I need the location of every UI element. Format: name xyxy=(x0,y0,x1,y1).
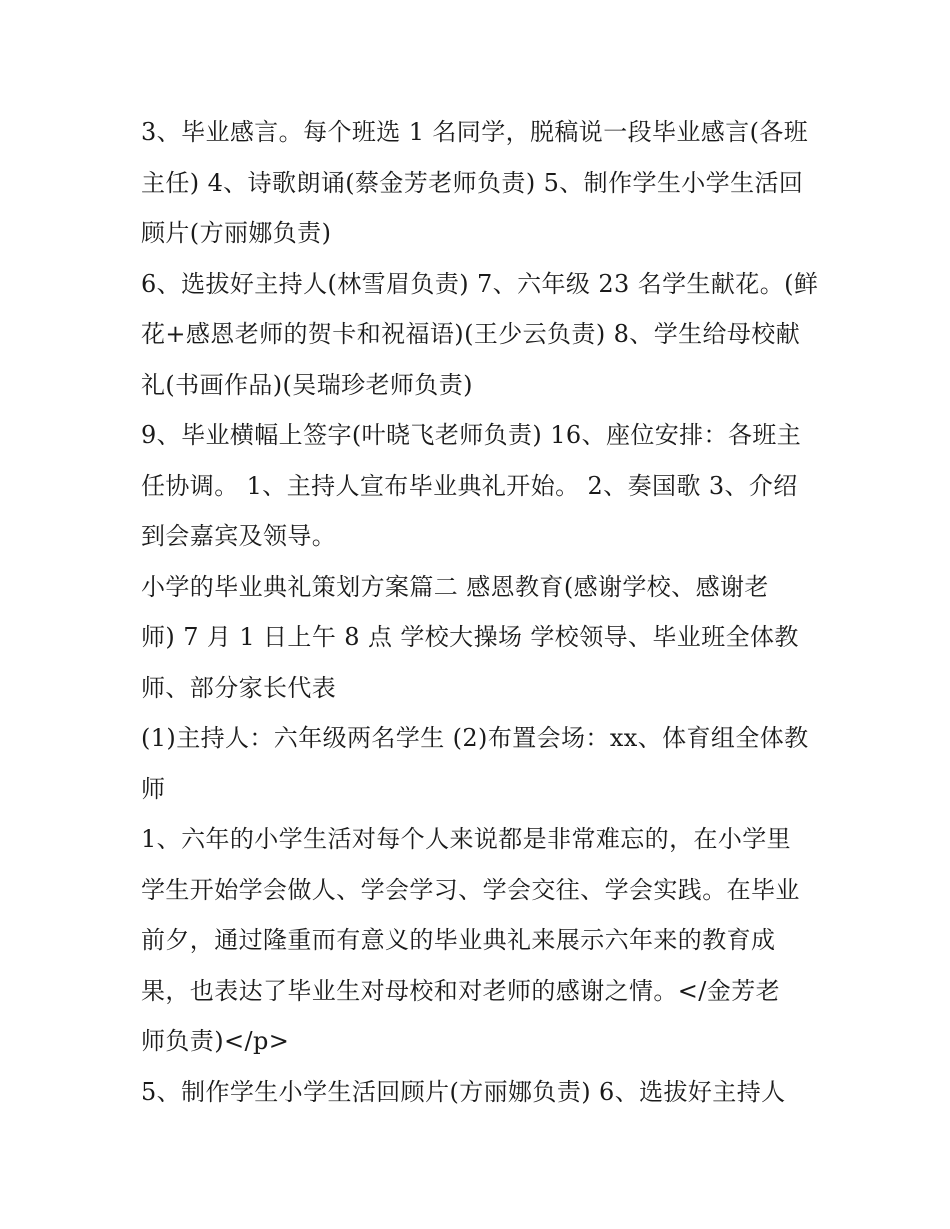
text-line: 6、选拔好主持人(林雪眉负责) 7、六年级 23 名学生献花。(鲜 xyxy=(141,269,819,298)
text-line: 果，也表达了毕业生对母校和对老师的感谢之情。</金芳老 xyxy=(141,976,780,1005)
text-line: 5、制作学生小学生活回顾片(方丽娜负责) 6、选拔好主持人 xyxy=(141,1077,786,1106)
paragraph xyxy=(141,814,821,1067)
paragraph xyxy=(141,1067,821,1118)
text-line: 花+感恩老师的贺卡和祝福语)(王少云负责) 8、学生给母校献 xyxy=(141,320,801,348)
text-line: 任协调。 1、主持人宣布毕业典礼开始。 2、奏国歌 3、介绍 xyxy=(141,471,798,500)
paragraph xyxy=(141,713,821,814)
document-body xyxy=(141,107,821,1117)
text-line: 主任) 4、诗歌朗诵(蔡金芳老师负责) 5、制作学生小学生活回 xyxy=(141,168,804,197)
text-line: 顾片(方丽娜负责) xyxy=(141,219,332,247)
text-line: 9、毕业横幅上签字(叶晓飞老师负责) 16、座位安排：各班主 xyxy=(141,421,802,449)
paragraph xyxy=(141,107,821,259)
text-line: 师 xyxy=(141,774,166,803)
text-line: 学生开始学会做人、学会学习、学会交往、学会实践。在毕业 xyxy=(141,875,800,904)
text-line: 礼(书画作品)(吴瑞珍老师负责) xyxy=(141,370,473,399)
text-line: 到会嘉宾及领导。 xyxy=(141,522,337,550)
text-line: 师负责)</p> xyxy=(141,1027,290,1055)
text-line: 小学的毕业典礼策划方案篇二 感恩教育(感谢学校、感谢老 xyxy=(141,572,769,601)
text-line: (1)主持人：六年级两名学生 (2)布置会场：xx、体育组全体教 xyxy=(141,724,809,752)
paragraph xyxy=(141,410,821,562)
text-line: 1、六年的小学生活对每个人来说都是非常难忘的，在小学里 xyxy=(141,825,792,853)
text-line: 前夕，通过隆重而有意义的毕业典礼来展示六年来的教育成 xyxy=(141,926,776,954)
paragraph xyxy=(141,562,821,714)
text-line: 师、部分家长代表 xyxy=(141,673,337,702)
text-line: 师) 7 月 1 日上午 8 点 学校大操场 学校领导、毕业班全体教 xyxy=(141,623,799,651)
paragraph xyxy=(141,259,821,411)
text-line: 3、毕业感言。每个班选 1 名同学，脱稿说一段毕业感言(各班 xyxy=(141,118,809,146)
